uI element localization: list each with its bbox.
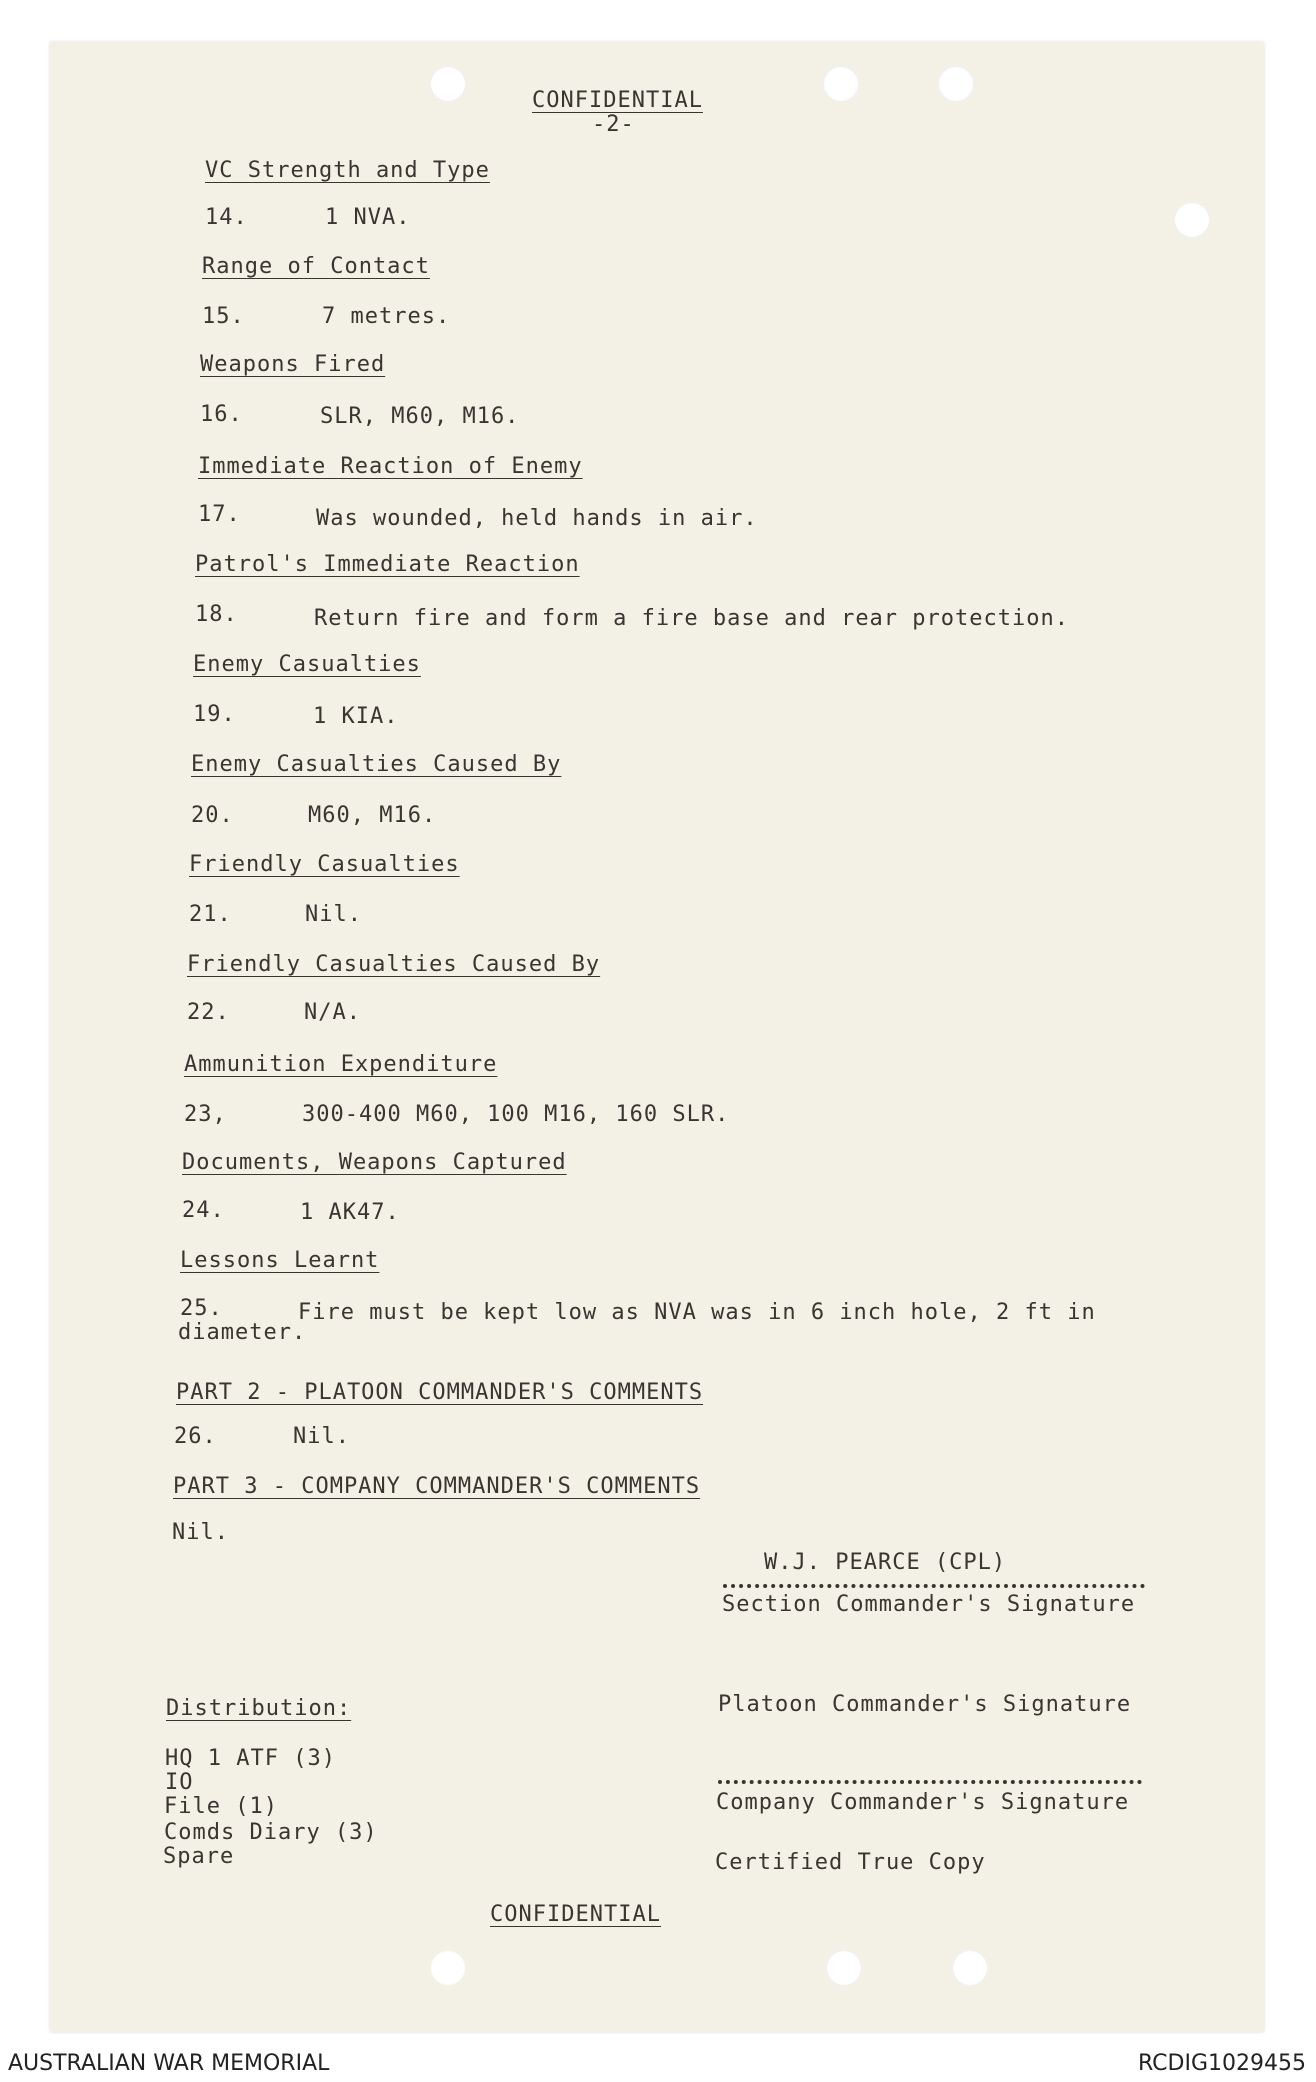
punch-hole [952,1950,988,1986]
punch-hole [430,1950,466,1986]
punch-hole [823,66,859,102]
section-heading: Immediate Reaction of Enemy [198,454,583,479]
classification-footer: CONFIDENTIAL [490,1902,661,1927]
section-heading: Friendly Casualties [189,852,460,877]
distribution-heading: Distribution: [166,1696,352,1721]
archive-source: AUSTRALIAN WAR MEMORIAL [8,2051,330,2076]
section-heading: Lessons Learnt [180,1248,380,1273]
section-heading: Enemy Casualties Caused By [191,752,562,777]
para-number: 18. [195,602,238,627]
certified-true-copy: Certified True Copy [715,1850,986,1875]
section-heading: Friendly Casualties Caused By [187,952,601,977]
part2-heading: PART 2 - PLATOON COMMANDER'S COMMENTS [176,1380,704,1405]
para-text: SLR, M60, M16. [320,404,520,429]
page-number: -2- [592,112,635,137]
para-number: 19. [193,702,236,727]
section-heading: Weapons Fired [200,352,386,377]
para-number: 14. [205,205,248,230]
section-heading: Enemy Casualties [193,652,421,677]
section-commander-signature-label: Section Commander's Signature [722,1592,1136,1617]
distribution-item: Comds Diary (3) [164,1820,378,1845]
distribution-item: HQ 1 ATF (3) [165,1746,336,1771]
signature-line [723,1584,1145,1588]
para-text: Nil. [293,1424,350,1449]
para-text: 1 KIA. [313,704,399,729]
distribution-item: File (1) [164,1794,278,1819]
para-text: Fire must be kept low as NVA was in 6 inch hole, 2 ft in [298,1300,1096,1325]
para-text: 300-400 M60, 100 M16, 160 SLR. [302,1102,730,1127]
company-commander-signature-label: Company Commander's Signature [716,1790,1130,1815]
section-heading: Ammunition Expenditure [184,1052,498,1077]
document-page [50,42,1264,2032]
para-text: Nil. [305,902,362,927]
para-text: M60, M16. [308,803,437,828]
archive-id: RCDIG1029455 [1137,2051,1306,2076]
platoon-commander-signature-label: Platoon Commander's Signature [718,1692,1132,1717]
para-text-continued: diameter. [178,1320,307,1345]
para-number: 15. [202,304,245,329]
para-number: 25. [180,1296,223,1321]
punch-hole [938,66,974,102]
para-text: 7 metres. [322,304,451,329]
para-text: N/A. [304,1000,361,1025]
para-number: 24. [182,1198,225,1223]
section-heading: Documents, Weapons Captured [182,1150,567,1175]
para-number: 23, [184,1102,227,1127]
punch-hole [1174,202,1210,238]
para-text: 1 NVA. [325,205,411,230]
distribution-item: IO [165,1770,194,1795]
section-heading: Patrol's Immediate Reaction [195,552,580,577]
para-number: 20. [191,803,234,828]
para-text: Return fire and form a fire base and rear protection. [314,606,1069,631]
distribution-item: Spare [163,1844,235,1869]
part3-heading: PART 3 - COMPANY COMMANDER'S COMMENTS [173,1474,701,1499]
para-text: 1 AK47. [300,1200,400,1225]
classification-header: CONFIDENTIAL [532,88,703,113]
para-text: Nil. [172,1520,229,1545]
section-heading: Range of Contact [202,254,430,279]
section-heading: VC Strength and Type [205,158,490,183]
punch-hole [430,66,466,102]
para-number: 26. [174,1424,217,1449]
para-number: 21. [189,902,232,927]
para-text: Was wounded, held hands in air. [316,506,758,531]
punch-hole [826,1950,862,1986]
para-number: 16. [200,402,243,427]
para-number: 22. [187,1000,230,1025]
para-number: 17. [198,502,241,527]
signature-line [718,1780,1142,1784]
section-commander-name: W.J. PEARCE (CPL) [764,1550,1007,1575]
